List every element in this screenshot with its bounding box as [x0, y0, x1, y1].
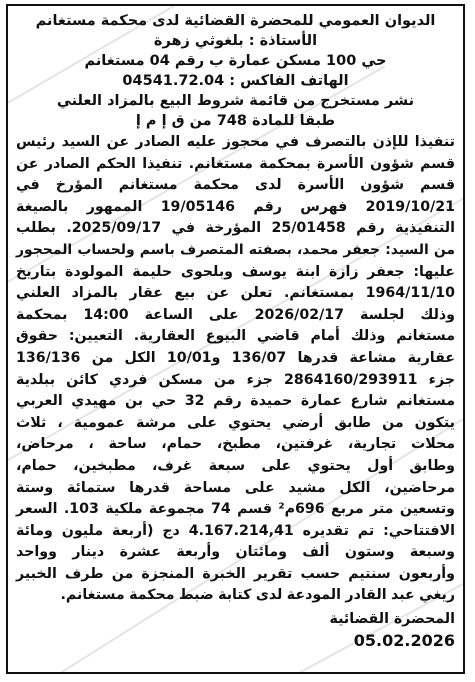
body-line: محلات تجارية، غرفتين، مطبخ، حمام، ساحة ، مرحاض، — [16, 436, 455, 453]
body-line: يتكون من طابق أرضي يحتوي على مرشة عمومية ، ثلاث — [16, 414, 455, 431]
body-line: عقارية مشاعة قدرها 136/07 و10/01 الكل من 136/136 — [16, 349, 455, 366]
body-line: ريغي عبد القادر المودعة لدى كتابة ضبط محكمة مستغانم. — [60, 587, 455, 604]
body-line: جزء 2864160/293911 جزء من مسكن فردي كائن ببلدية — [16, 371, 455, 388]
body-line: وتسعين متر مربع 696م² قسم 74 مجموعة ملكية 103. السعر — [16, 501, 455, 518]
body-line: وأربعون سنتيم حسب تقرير الخبرة المنجزة من طرف الخبير — [16, 565, 455, 582]
body-line: 2019/10/21 فهرس رقم 19/05146 الممهور بالصيغة — [16, 198, 455, 215]
body-line: عليها: جعفر زازة ابنة يوسف وبلحوى حليمة المولودة بتاريخ — [16, 263, 455, 280]
body-line: مرحاضين، الكل مشيد على مساحة قدرها ستمائة وستة — [16, 479, 455, 496]
notice-date: 05.02.2026 — [353, 631, 455, 651]
notice-body — [16, 132, 455, 607]
header-address: حي 100 مسكن عمارة ب رقم 04 مستغانم — [84, 53, 387, 69]
header-bailiff-name: الأستاذة : بلغوثي زهرة — [153, 33, 318, 49]
body-line: الافتتاحي: تم تقديره 4.167.214,41 دج (أربعة مليون ومائة — [16, 522, 455, 539]
body-line: من السيد: جعفر محمد، بصفته المتصرف باسم ولحساب المحجور — [16, 241, 455, 258]
body-line: وطابق أول يحتوي على سبعة غرف، مطبخين، حمام، — [16, 457, 455, 474]
body-line: قسم شؤون الأسرة بمحكمة مستغانم. تنفيذا الحكم الصادر عن — [16, 155, 455, 172]
body-line: وسبعة وستون ألف ومائتان وأربعة عشرة دينار وواحد — [16, 544, 455, 561]
body-line: 1964/11/10 بمستغانم. تعلن عن بيع عقار بالمزاد العلني — [16, 285, 455, 302]
header-legal-article: طبقا للمادة 748 من ق إ م إ — [135, 113, 336, 129]
body-line: وذلك لجلسة 2026/02/17 على الساعة 14:00 بمحكمة — [16, 306, 455, 323]
signature-title: المحضرة القضائية — [329, 611, 455, 628]
header-publication-title: نشر مستخرج من قائمة شروط البيع بالمزاد العلني — [56, 93, 415, 109]
header-office: الديوان العمومي للمحضرة القضائية لدى محكمة مستغانم — [35, 13, 436, 29]
body-line: التنفيذية رقم 25/01458 المؤرخة في 2025/09/17. بطلب — [16, 220, 455, 237]
body-line: مستغانم شارع عمارة حميدة رقم 32 حي بن مهيدي العربي — [16, 393, 456, 410]
body-line: مستغانم وذلك أمام قاضي البيوع العقارية. التعيين: حقوق — [16, 328, 455, 345]
body-line: قسم شؤون الأسرة لدى محكمة مستغانم المؤرخ في — [16, 177, 455, 194]
notice-content — [8, 6, 463, 652]
header-phone-fax: الهاتف الفاكس : 04541.72.04 — [122, 73, 349, 89]
body-line: تنفيذا للإذن بالتصرف في محجوز عليه الصادر عن السيد رئيس — [16, 134, 455, 150]
notice-frame — [6, 4, 465, 674]
